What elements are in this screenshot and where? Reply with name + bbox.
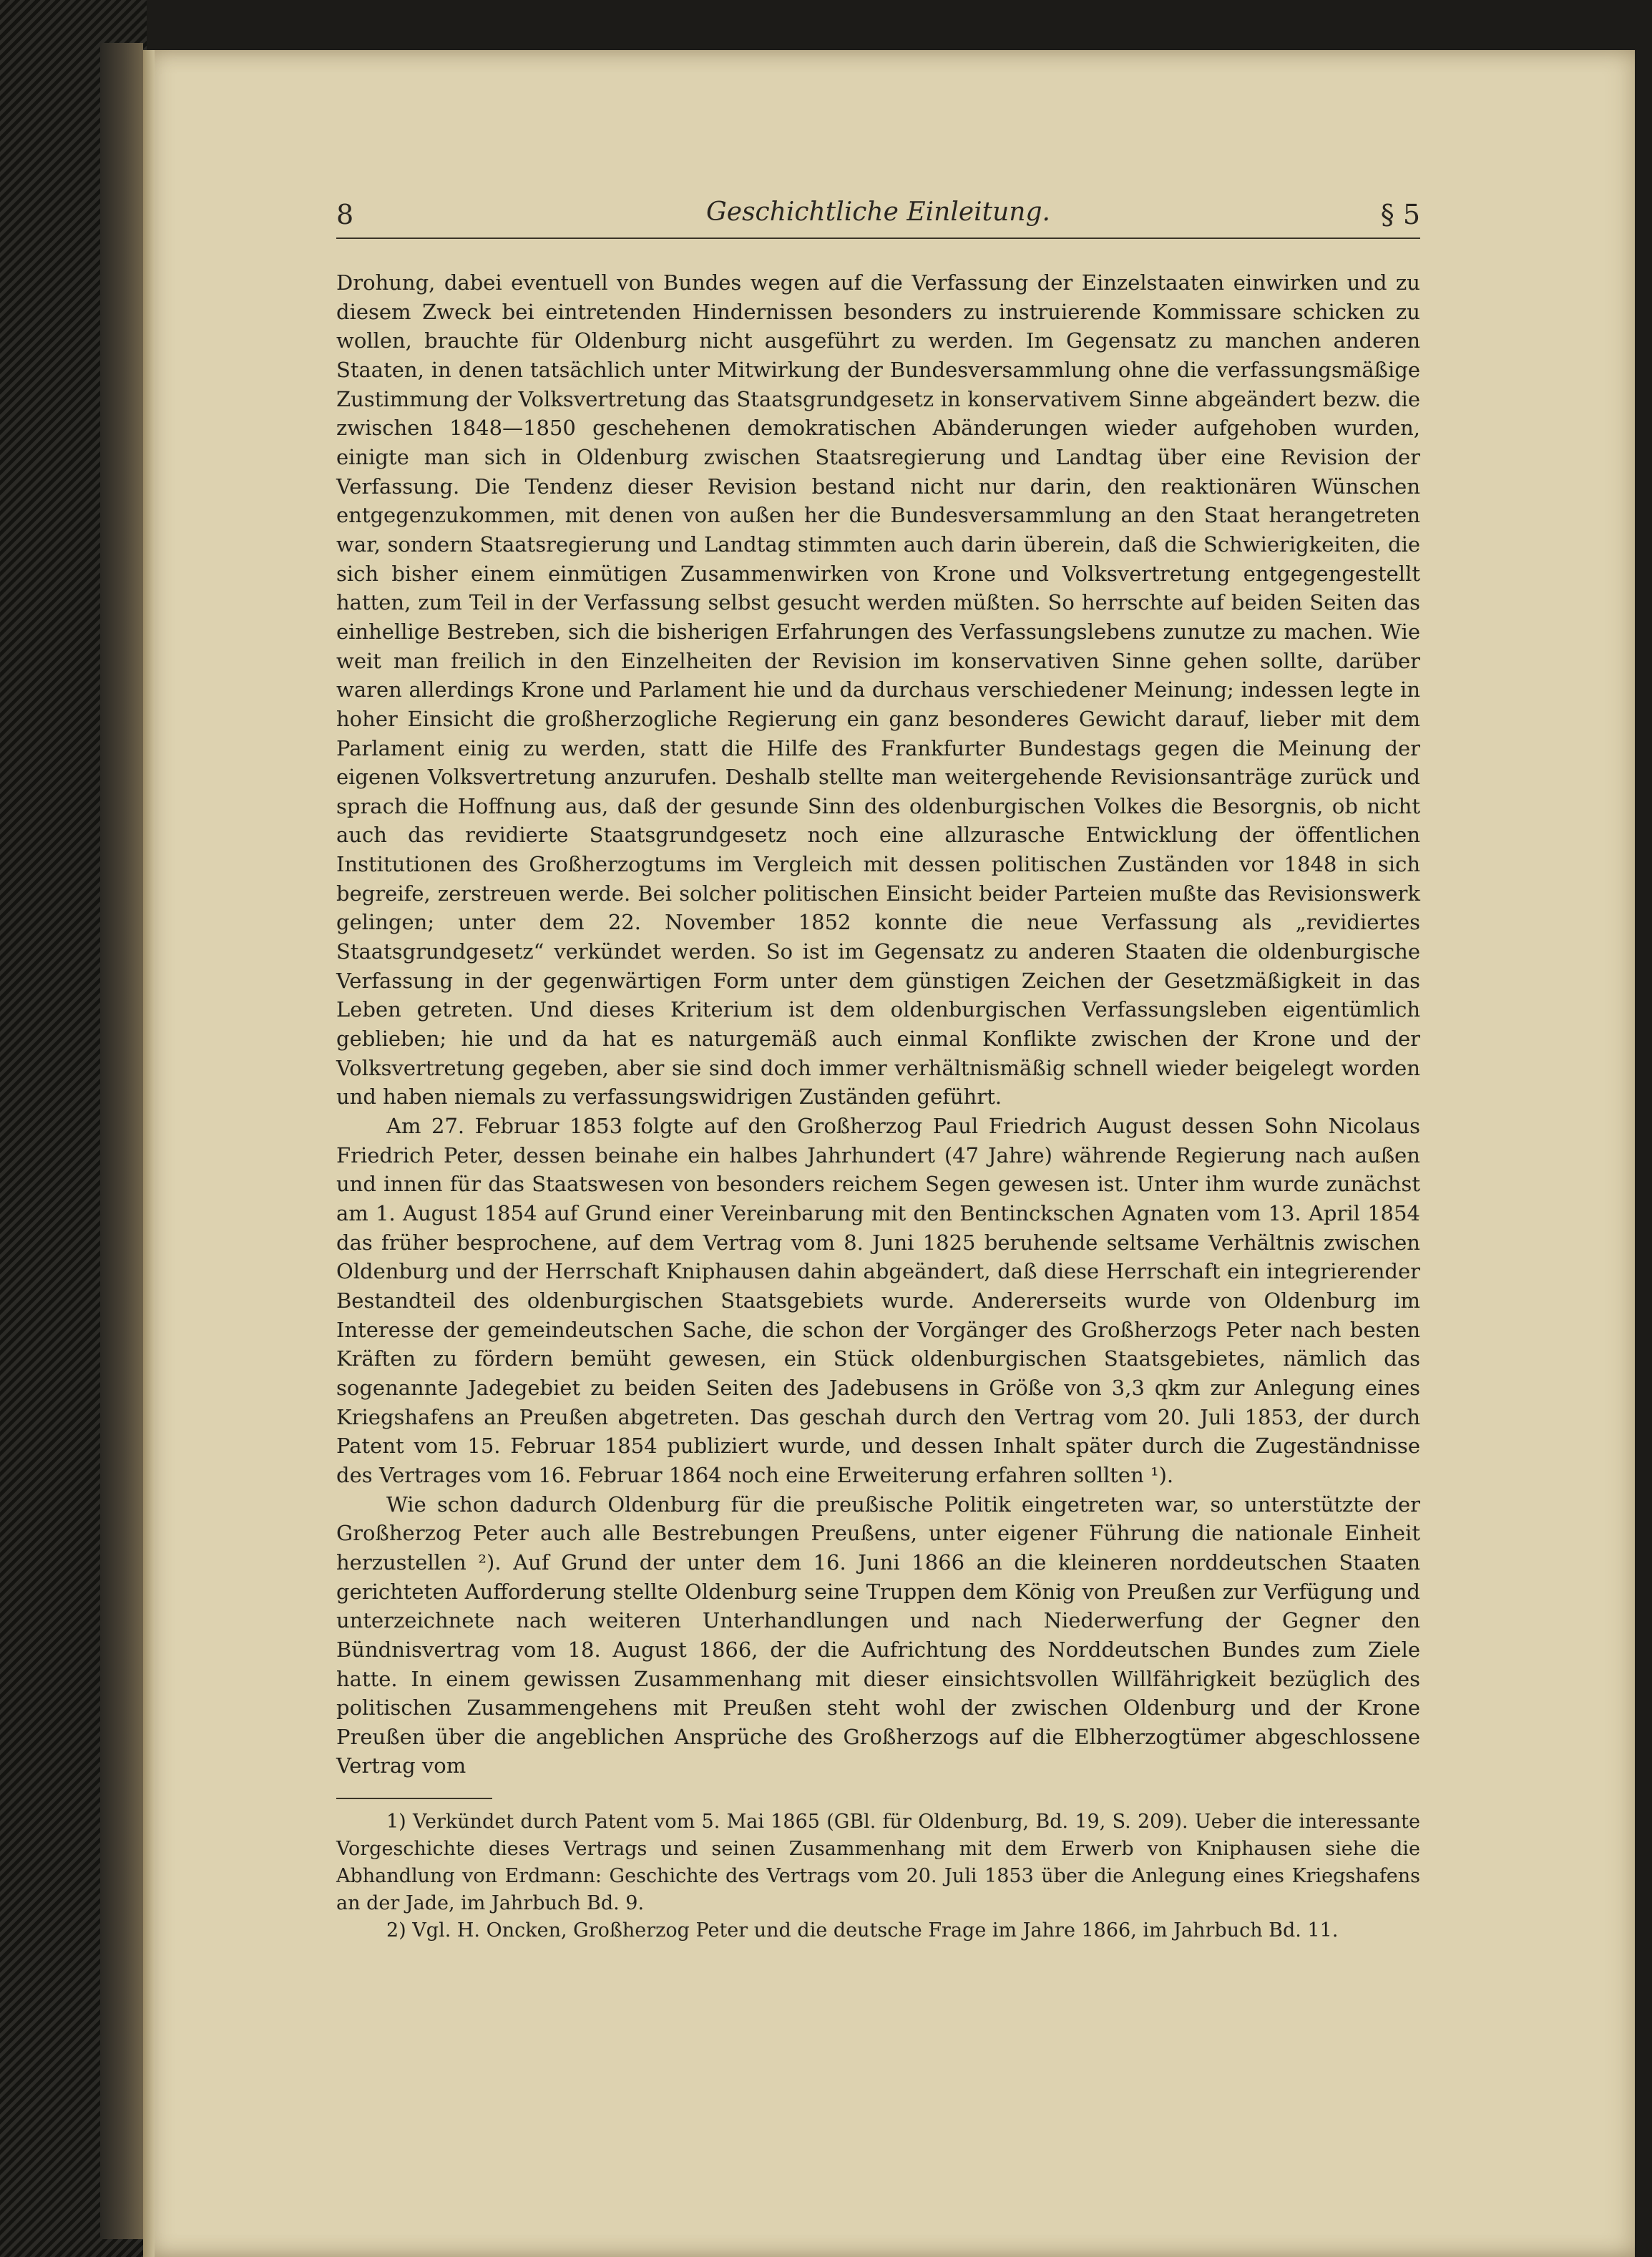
main-text bbox=[336, 268, 1420, 1781]
page-gutter bbox=[143, 50, 155, 2257]
section-mark: § 5 bbox=[1380, 199, 1420, 230]
footnote-1: 1) Verkündet durch Patent vom 5. Mai 1865 (GBl. für Oldenburg, Bd. 19, S. 209). Ueber die interessante Vorgeschichte dieses Vertrags und seinen Zusammenhang mit dem Erwerb von Kniphausen siehe die Abhandlung von Erdmann: Geschichte des Vertrags vom 20. Juli 1853 über die Anlegung eines Kriegshafens an der Jade, im Jahrbuch Bd. 9. bbox=[336, 1811, 1420, 1914]
paragraph-2: Am 27. Februar 1853 folgte auf den Großherzog Paul Friedrich August dessen Sohn Nicolaus Friedrich Peter, dessen beinahe ein halbes Jahrhundert (47 Jahre) währende Regierung nach außen und innen für das Staatswesen von besonders reichem Segen gewesen ist. Unter ihm wurde zunächst am 1. August 1854 auf Grund einer Vereinbarung mit den Bentinckschen Agnaten vom 13. April 1854 das früher besprochene, auf dem Vertrag vom 8. Juni 1825 beruhende seltsame Verhältnis zwischen Oldenburg und der Herrschaft Kniphausen dahin abgeändert, daß diese Herrschaft ein integrierender Bestandteil des oldenburgischen Staatsgebiets wurde. Andererseits wurde von Oldenburg im Interesse der gemeindeutschen Sache, die schon der Vorgänger des Großherzogs Peter nach besten Kräften zu fördern bemüht gewesen, ein Stück oldenburgischen Staatsgebietes, nämlich das sogenannte Jadegebiet zu beiden Seiten des Jadebusens in Größe von 3,3 qkm zur Anlegung eines Kriegshafens an Preußen abgetreten. Das geschah durch den Vertrag vom 20. Juli 1853, der durch Patent vom 15. Februar 1854 publiziert wurde, und dessen Inhalt später durch die Zugeständnisse des Vertrages vom 16. Februar 1864 noch eine Erweiterung erfahren sollten ¹). bbox=[336, 1114, 1420, 1487]
running-title: Geschichtliche Einleitung. bbox=[706, 197, 1050, 227]
footnote-rule bbox=[336, 1798, 492, 1799]
footnotes bbox=[336, 1808, 1420, 1944]
page-number: 8 bbox=[336, 199, 354, 230]
paragraph-3: Wie schon dadurch Oldenburg für die preußische Politik eingetreten war, so unterstützte der Großherzog Peter auch alle Bestrebungen Preußens, unter eigener Führung die nationale Einheit herzustellen ²). Auf Grund der unter dem 16. Juni 1866 an die kleineren norddeutschen Staaten gerichteten Aufforderung stellte Oldenburg seine Truppen dem König von Preußen zur Verfügung und unterzeichnete nach weiteren Unterhandlungen und nach Niederwerfung der Gegner den Bündnisvertrag vom 18. August 1866, der die Aufrichtung des Norddeutschen Bundes zum Ziele hatte. In einem gewissen Zusammenhang mit dieser einsichtsvollen Willfährigkeit bezüglich des politischen Zusammengehens mit Preußen steht wohl der zwischen Oldenburg und der Krone Preußen über die angeblichen Ansprüche des Großherzogs auf die Elbherzogtümer abgeschlossene Vertrag vom bbox=[336, 1492, 1420, 1778]
paragraph-1: Drohung, dabei eventuell von Bundes wegen auf die Verfassung der Einzelstaaten einwirken und zu diesem Zweck bei eintretenden Hindernissen besonders zu instruierende Kommissare schicken zu wollen, brauchte für Oldenburg nicht ausgeführt zu werden. Im Gegensatz zu manchen anderen Staaten, in denen tatsächlich unter Mitwirkung der Bundesversammlung ohne die verfassungsmäßige Zustimmung der Volksvertretung das Staatsgrundgesetz in konservativem Sinne abgeändert bezw. die zwischen 1848—1850 geschehenen demokratischen Abänderungen wieder aufgehoben wurden, einigte man sich in Oldenburg zwischen Staatsregierung und Landtag über eine Revision der Verfassung. Die Tendenz dieser Revision bestand nicht nur darin, den reaktionären Wünschen entgegenzukommen, mit denen von außen her die Bundesversammlung an den Staat herangetreten war, sondern Staatsregierung und Landtag stimmten auch darin überein, daß die Schwierigkeiten, die sich bisher einem einmütigen Zusammenwirken von Krone und Volksvertretung entgegengestellt hatten, zum Teil in der Verfassung selbst gesucht werden müßten. So herrschte auf beiden Seiten das einhellige Bestreben, sich die bisherigen Erfahrungen des Verfassungslebens zunutze zu machen. Wie weit man freilich in den Einzelheiten der Revision im konservativen Sinne gehen sollte, darüber waren allerdings Krone und Parlament hie und da durchaus verschiedener Meinung; indessen legte in hoher Einsicht die großherzogliche Regierung ein ganz besonderes Gewicht darauf, lieber mit dem Parlament einig zu werden, statt die Hilfe des Frankfurter Bundestags gegen die Meinung der eigenen Volksvertretung anzurufen. Deshalb stellte man weitergehende Revisionsanträge zurück und sprach die Hoffnung aus, daß der gesunde Sinn des oldenburgischen Volkes die Besorgnis, ob nicht auch das revidierte Staatsgrundgesetz noch eine allzurasche Entwicklung der öffentlichen Institutionen des Großherzogtums im Vergleich mit dessen politischen Zuständen vor 1848 in sich begreife, zerstreuen werde. Bei solcher politischen Einsicht beider Parteien mußte das Revisionswerk gelingen; unter dem 22. November 1852 konnte die neue Verfassung als „revidiertes Staatsgrundgesetz“ verkündet werden. So ist im Gegensatz zu anderen Staaten die oldenburgische Verfassung in der gegenwärtigen Form unter dem günstigen Zeichen der Gesetzmäßigkeit in das Leben getreten. Und dieses Kriterium ist dem oldenburgischen Verfassungsleben eigentümlich geblieben; hie und da hat es naturgemäß auch einmal Konflikte zwischen der Krone und der Volksvertretung gegeben, aber sie sind doch immer verhältnismäßig schnell wieder beigelegt worden und haben niemals zu verfassungswidrigen Zuständen geführt. bbox=[336, 270, 1420, 1110]
footnote-2: 2) Vgl. H. Oncken, Großherzog Peter und die deutsche Frage im Jahre 1866, im Jahrbuch Bd. 11. bbox=[386, 1919, 1339, 1942]
binding-edge bbox=[100, 43, 143, 2239]
running-header bbox=[336, 195, 1420, 239]
